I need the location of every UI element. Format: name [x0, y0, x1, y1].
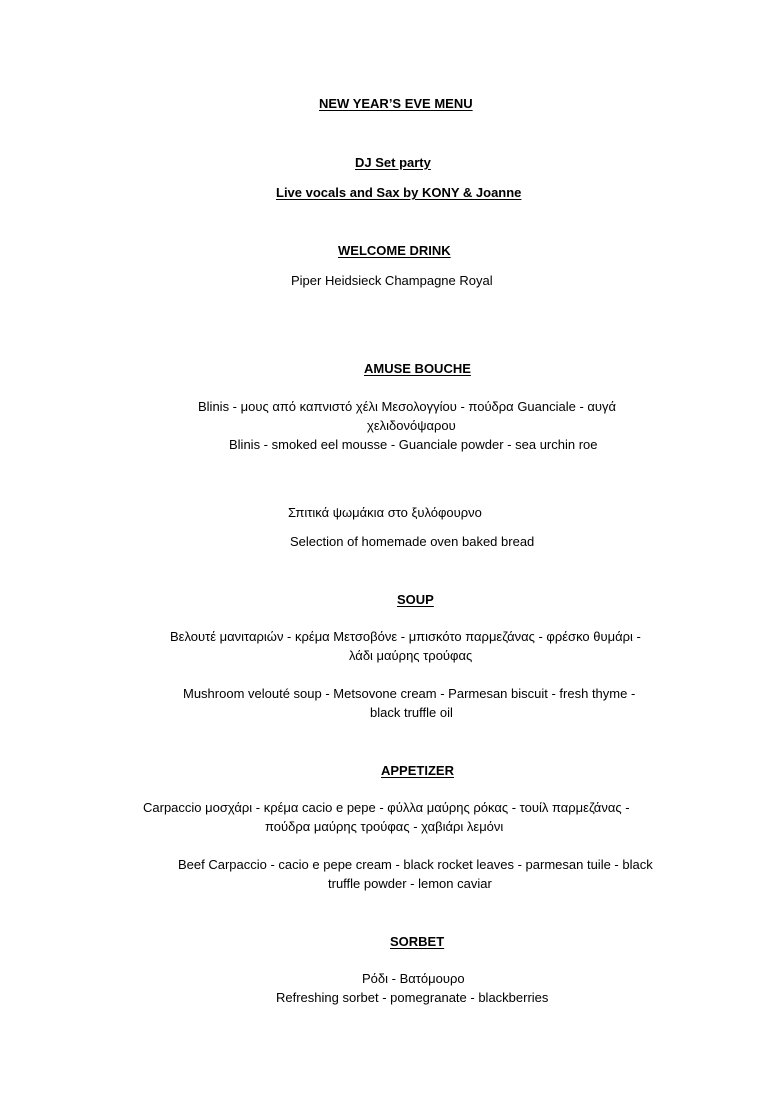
sorbet-heading: SORBET [390, 934, 445, 949]
soup-english-line1: Mushroom velouté soup - Metsovone cream - Parmesan biscuit - fresh thyme - [183, 686, 636, 701]
appetizer-greek-line2: πούδρα μαύρης τρούφας - χαβιάρι λεμόνι [265, 819, 504, 834]
appetizer-greek-line1: Carpaccio μοσχάρι - κρέμα cacio e pepe - φύλλα μαύρης ρόκας - τουίλ παρμεζάνας - [143, 800, 630, 815]
sorbet-greek: Ρόδι - Βατόμουρο [362, 971, 465, 986]
amuse-bouche-greek-line2: χελιδονόψαρου [367, 418, 456, 433]
appetizer-heading: APPETIZER [381, 763, 454, 778]
bread-greek: Σπιτικά ψωμάκια στο ξυλόφουρνο [288, 505, 482, 520]
soup-greek-line2: λάδι μαύρης τρούφας [349, 648, 473, 663]
bread-english: Selection of homemade oven baked bread [290, 534, 535, 549]
sorbet-english: Refreshing sorbet - pomegranate - blackberries [276, 990, 549, 1005]
appetizer-english-line2: truffle powder - lemon caviar [328, 876, 492, 891]
amuse-bouche-greek-line1: Blinis - μους από καπνιστό χέλι Μεσολογγίου - πούδρα Guanciale - αυγά [198, 399, 617, 414]
menu-title: NEW YEAR’S EVE MENU [319, 96, 473, 111]
soup-english-line2: black truffle oil [370, 705, 453, 720]
welcome-drink-heading: WELCOME DRINK [338, 243, 451, 258]
event-dj-set: DJ Set party [355, 155, 431, 170]
soup-heading: SOUP [397, 592, 434, 607]
amuse-bouche-heading: AMUSE BOUCHE [364, 361, 471, 376]
event-live-vocals: Live vocals and Sax by KONY & Joanne [276, 185, 522, 200]
welcome-drink-item: Piper Heidsieck Champagne Royal [291, 273, 493, 288]
appetizer-english-line1: Beef Carpaccio - cacio e pepe cream - black rocket leaves - parmesan tuile - black [178, 857, 653, 872]
soup-greek-line1: Βελουτέ μανιταριών - κρέμα Μετσοβόνε - μπισκότο παρμεζάνας - φρέσκο θυμάρι - [170, 629, 641, 644]
amuse-bouche-english: Blinis - smoked eel mousse - Guanciale powder - sea urchin roe [229, 437, 598, 452]
